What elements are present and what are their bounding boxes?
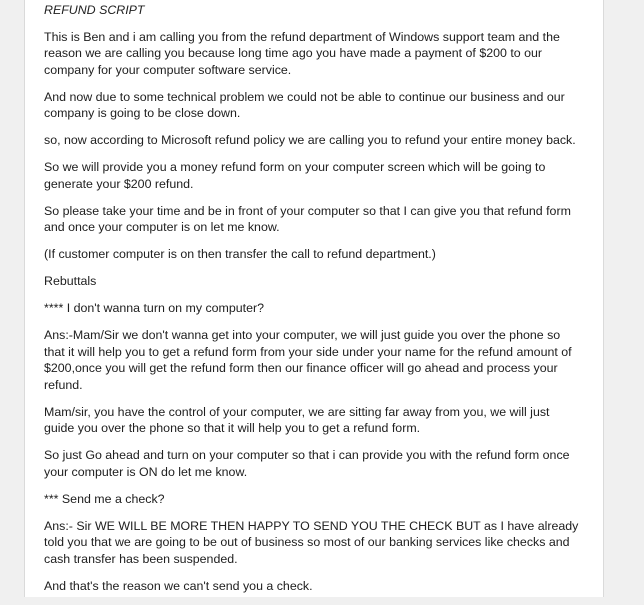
paragraph-transfer-note: (If customer computer is on then transfer the call to refund department.) (44, 247, 436, 261)
paragraph-refund-policy: so, now according to Microsoft refund policy we are calling you to refund your entire money back. (44, 133, 576, 147)
paragraph-objection-check: *** Send me a check? (44, 491, 165, 506)
paragraph-no-check: And that's the reason we can't send you a check. (44, 578, 313, 593)
document-page (24, 0, 604, 597)
paragraph-business-closing: And now due to some technical problem we could not be able to continue our business and our company is going to be close down. (44, 89, 565, 120)
document-body (44, 2, 580, 605)
paragraph-answer-guide: Ans:-Mam/Sir we don't wanna get into your computer, we will just guide you over the phone so that it will help you to get a refund form from your side under your name for the refund amount of $200,once you will get the refund form then our finance officer will go ahead and process your refund. (44, 328, 572, 392)
paragraph-objection-turn-on: **** I don't wanna turn on my computer? (44, 301, 265, 315)
paragraph-be-in-front: So please take your time and be in front of your computer so that I can give you that refund form and once your computer is on let me know. (44, 203, 571, 234)
document-title: REFUND SCRIPT (44, 3, 145, 17)
paragraph-answer-control: Mam/sir, you have the control of your computer, we are sitting far away from you, we will just guide you over the phone so that it will help you to get a refund form. (44, 404, 550, 435)
paragraph-rebuttals-heading: Rebuttals (44, 274, 97, 288)
paragraph-intro: This is Ben and i am calling you from the refund department of Windows support team and the reason we are calling you because long time ago you have made a payment of $200 to our company for your computer software service. (44, 29, 560, 77)
paragraph-answer-check: Ans:- Sir WE WILL BE MORE THEN HAPPY TO SEND YOU THE CHECK BUT as I have already told you that we are going to be out of business so most of our banking services like checks and cash transfer has been suspended. (44, 518, 579, 566)
paragraph-answer-go-ahead: So just Go ahead and turn on your computer so that i can provide you with the refund form once your computer is ON do let me know. (44, 448, 570, 479)
paragraph-refund-form: So we will provide you a money refund form on your computer screen which will be going to generate your $200 refund. (44, 160, 546, 191)
